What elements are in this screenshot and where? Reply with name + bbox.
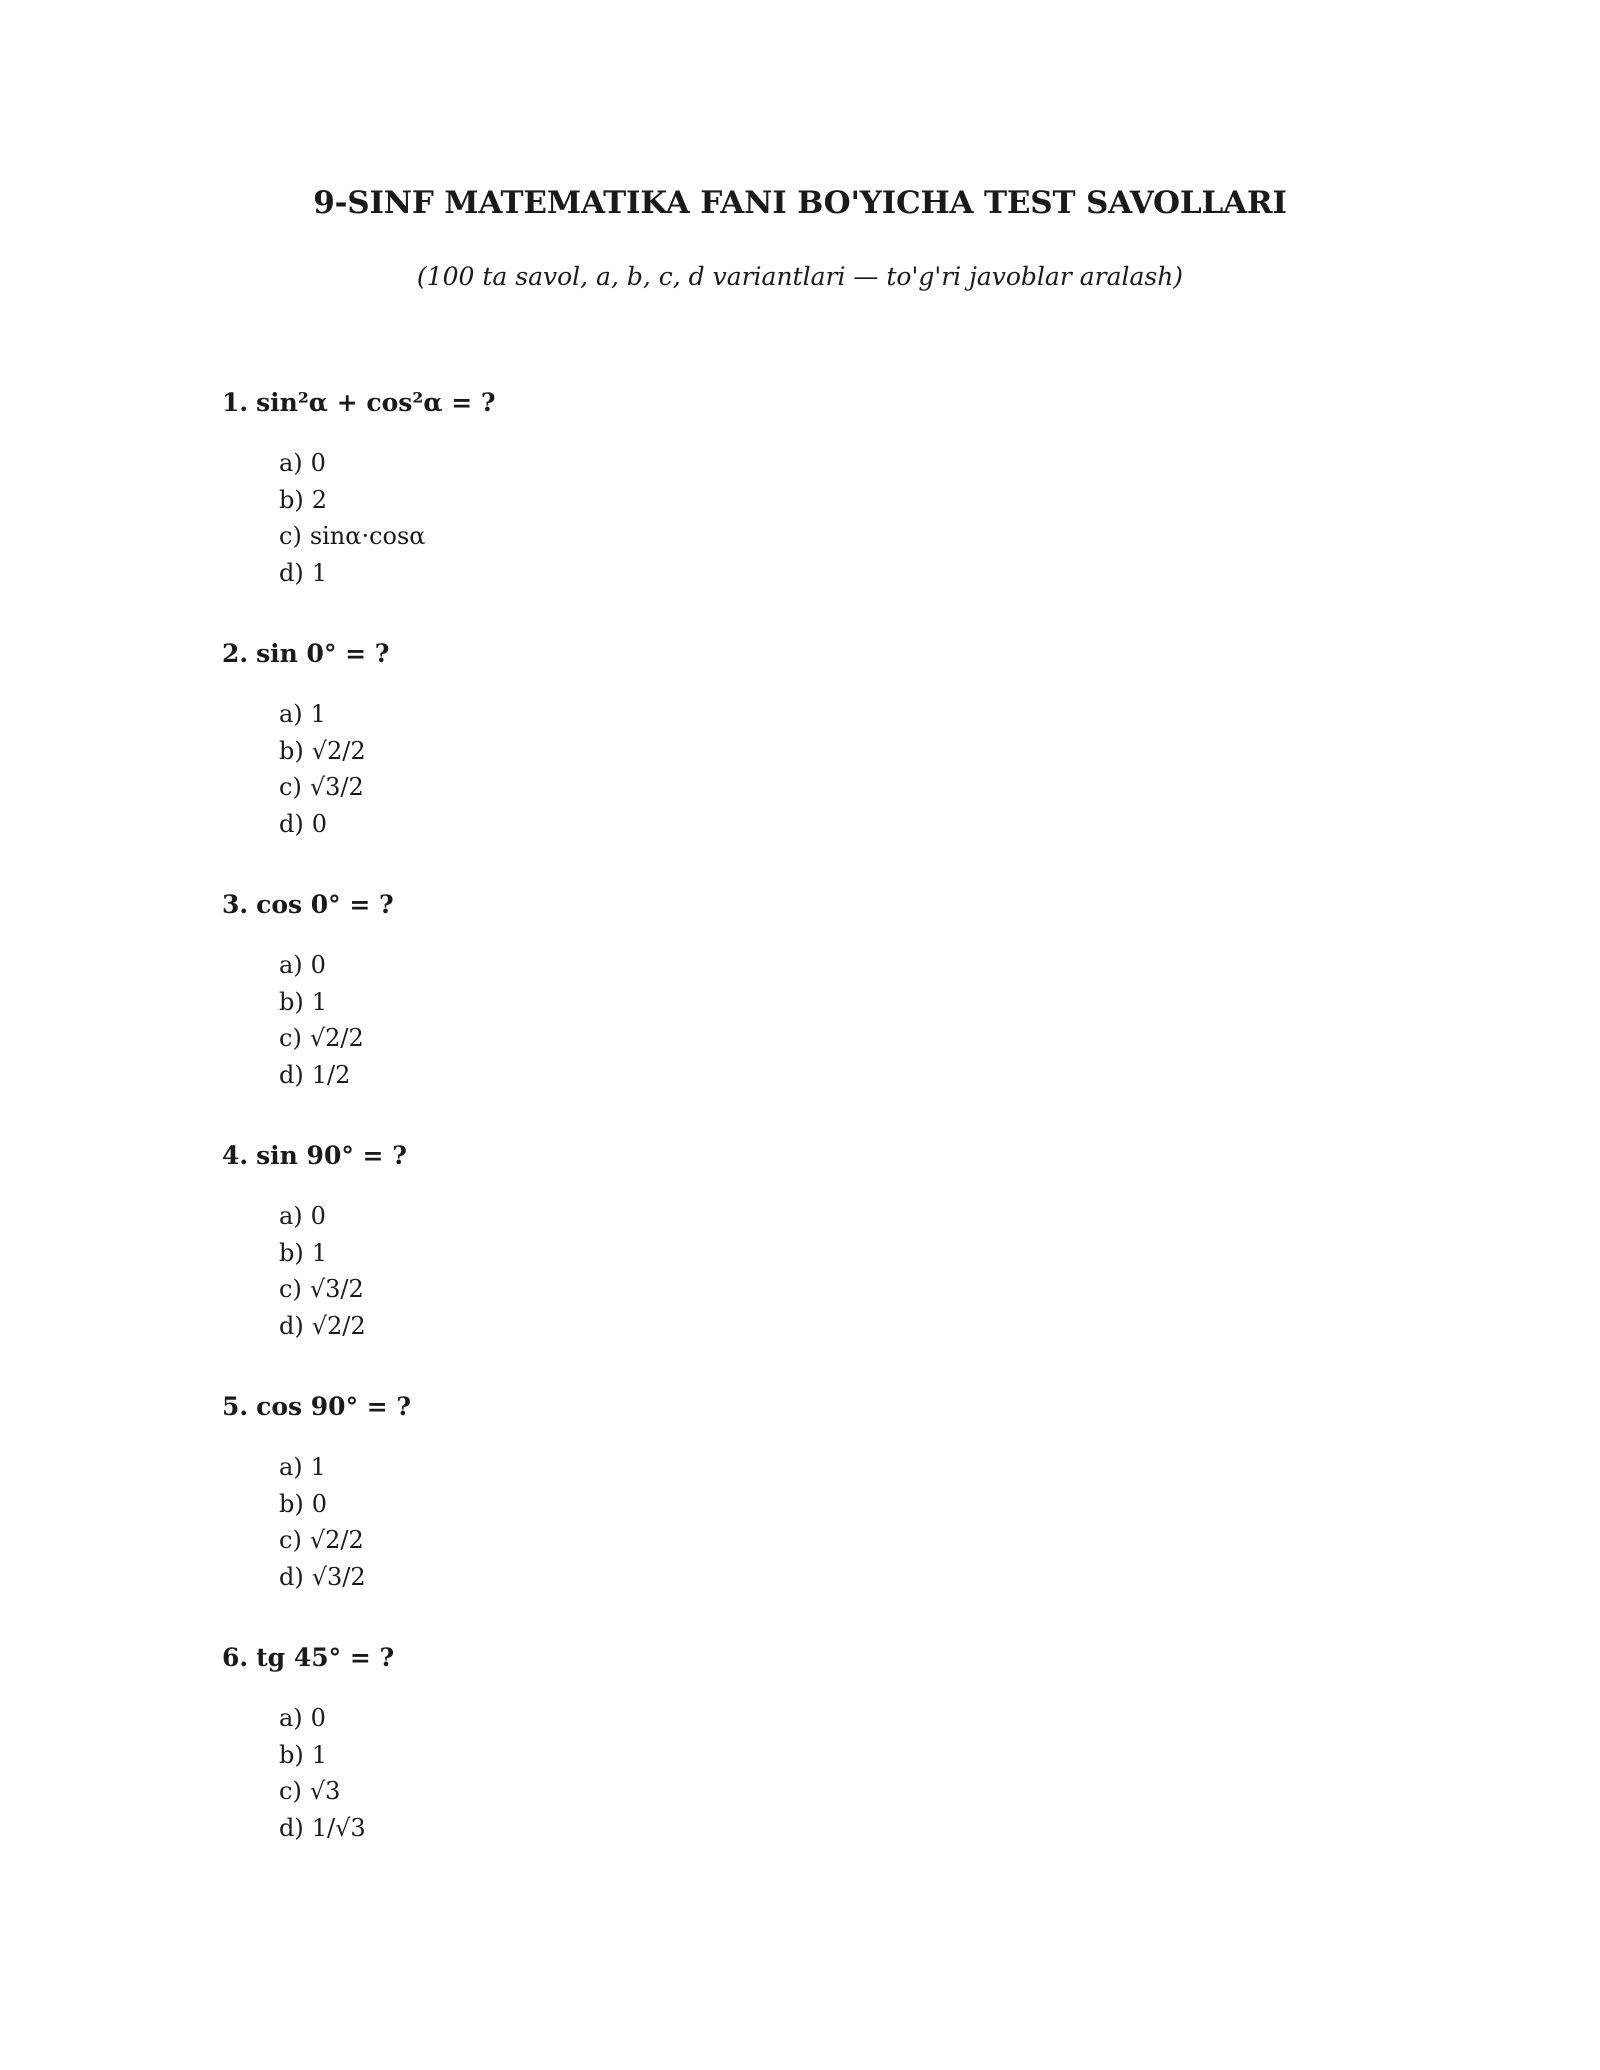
option-text: √2/2 — [311, 736, 366, 765]
question-stem — [222, 1387, 1422, 1427]
option-letter: a) — [279, 1202, 303, 1230]
option-list — [222, 947, 1422, 1093]
option-c — [279, 518, 1422, 555]
question-stem — [222, 1638, 1422, 1678]
option-letter: d) — [279, 558, 304, 587]
question-number: 3. — [222, 890, 249, 919]
page-title: 9-SINF MATEMATIKA FANI BO'YICHA TEST SAVOLLARI — [313, 185, 1287, 221]
option-c — [279, 1522, 1422, 1559]
option-text: 1 — [311, 987, 328, 1016]
option-list — [222, 1198, 1422, 1344]
page-subtitle: (100 ta savol, a, b, c, d variantlari — to'g'ri javoblar aralash) — [416, 262, 1184, 291]
question-number: 1. — [222, 388, 249, 417]
option-letter: d) — [279, 1813, 304, 1842]
option-text: 0 — [310, 1202, 326, 1230]
option-text: √3/2 — [309, 1275, 364, 1303]
option-text: sinα·cosα — [309, 522, 426, 550]
option-c — [279, 1271, 1422, 1308]
option-letter: d) — [279, 1060, 304, 1089]
option-d — [279, 1810, 1422, 1847]
question-text: tg 45° = ? — [256, 1643, 395, 1672]
option-text: √2/2 — [311, 1311, 366, 1340]
option-letter: d) — [279, 1562, 304, 1591]
option-letter: b) — [279, 987, 304, 1016]
question-stem — [222, 885, 1422, 925]
question-text: sin²α + cos²α = ? — [256, 388, 496, 417]
question-list — [222, 383, 1422, 1889]
option-letter: a) — [279, 700, 303, 728]
option-list — [222, 1449, 1422, 1595]
option-c — [279, 1020, 1422, 1057]
question-text: cos 0° = ? — [256, 890, 394, 919]
option-letter: a) — [279, 1453, 303, 1481]
option-letter: b) — [279, 1238, 304, 1267]
option-d — [279, 1559, 1422, 1596]
option-d — [279, 555, 1422, 592]
option-text: 0 — [310, 1704, 326, 1732]
option-b — [279, 733, 1422, 770]
option-letter: a) — [279, 1704, 303, 1732]
option-text: 1 — [311, 1238, 328, 1267]
option-c — [279, 769, 1422, 806]
option-list — [222, 1700, 1422, 1846]
question-number: 4. — [222, 1141, 249, 1170]
question-number: 5. — [222, 1392, 249, 1421]
option-letter: b) — [279, 485, 304, 514]
option-d — [279, 806, 1422, 843]
option-letter: b) — [279, 1489, 304, 1518]
option-d — [279, 1057, 1422, 1094]
option-letter: c) — [279, 773, 302, 801]
option-b — [279, 1235, 1422, 1272]
question-4 — [222, 1136, 1422, 1387]
question-stem — [222, 1136, 1422, 1176]
option-text: 1 — [311, 558, 328, 587]
option-text: √2/2 — [309, 1024, 364, 1052]
option-b — [279, 482, 1422, 519]
option-list — [222, 696, 1422, 842]
option-text: √3 — [309, 1777, 341, 1805]
option-letter: c) — [279, 522, 302, 550]
option-text: 2 — [311, 485, 328, 514]
option-text: 1/√3 — [311, 1813, 366, 1842]
option-c — [279, 1773, 1422, 1810]
question-6 — [222, 1638, 1422, 1889]
option-letter: a) — [279, 951, 303, 979]
question-number: 6. — [222, 1643, 249, 1672]
question-5 — [222, 1387, 1422, 1638]
option-a — [279, 1700, 1422, 1737]
option-letter: c) — [279, 1024, 302, 1052]
question-text: sin 0° = ? — [256, 639, 390, 668]
option-text: √2/2 — [309, 1526, 364, 1554]
option-letter: b) — [279, 736, 304, 765]
question-2 — [222, 634, 1422, 885]
option-b — [279, 1737, 1422, 1774]
option-a — [279, 445, 1422, 482]
option-text: 0 — [310, 449, 326, 477]
question-stem — [222, 383, 1422, 423]
option-a — [279, 696, 1422, 733]
question-stem — [222, 634, 1422, 674]
question-text: cos 90° = ? — [256, 1392, 412, 1421]
option-text: 0 — [311, 1489, 328, 1518]
option-list — [222, 445, 1422, 591]
option-letter: c) — [279, 1275, 302, 1303]
question-3 — [222, 885, 1422, 1136]
option-d — [279, 1308, 1422, 1345]
option-text: 0 — [311, 809, 328, 838]
option-letter: c) — [279, 1777, 302, 1805]
option-letter: c) — [279, 1526, 302, 1554]
option-a — [279, 947, 1422, 984]
option-text: 0 — [310, 951, 326, 979]
option-b — [279, 984, 1422, 1021]
option-b — [279, 1486, 1422, 1523]
option-a — [279, 1198, 1422, 1235]
option-text: 1 — [310, 1453, 326, 1481]
option-text: 1/2 — [311, 1060, 351, 1089]
option-text: 1 — [310, 700, 326, 728]
option-a — [279, 1449, 1422, 1486]
option-text: √3/2 — [311, 1562, 366, 1591]
option-text: 1 — [311, 1740, 328, 1769]
question-1 — [222, 383, 1422, 634]
option-letter: d) — [279, 809, 304, 838]
option-letter: d) — [279, 1311, 304, 1340]
option-text: √3/2 — [309, 773, 364, 801]
option-letter: b) — [279, 1740, 304, 1769]
question-number: 2. — [222, 639, 249, 668]
question-text: sin 90° = ? — [256, 1141, 407, 1170]
option-letter: a) — [279, 449, 303, 477]
